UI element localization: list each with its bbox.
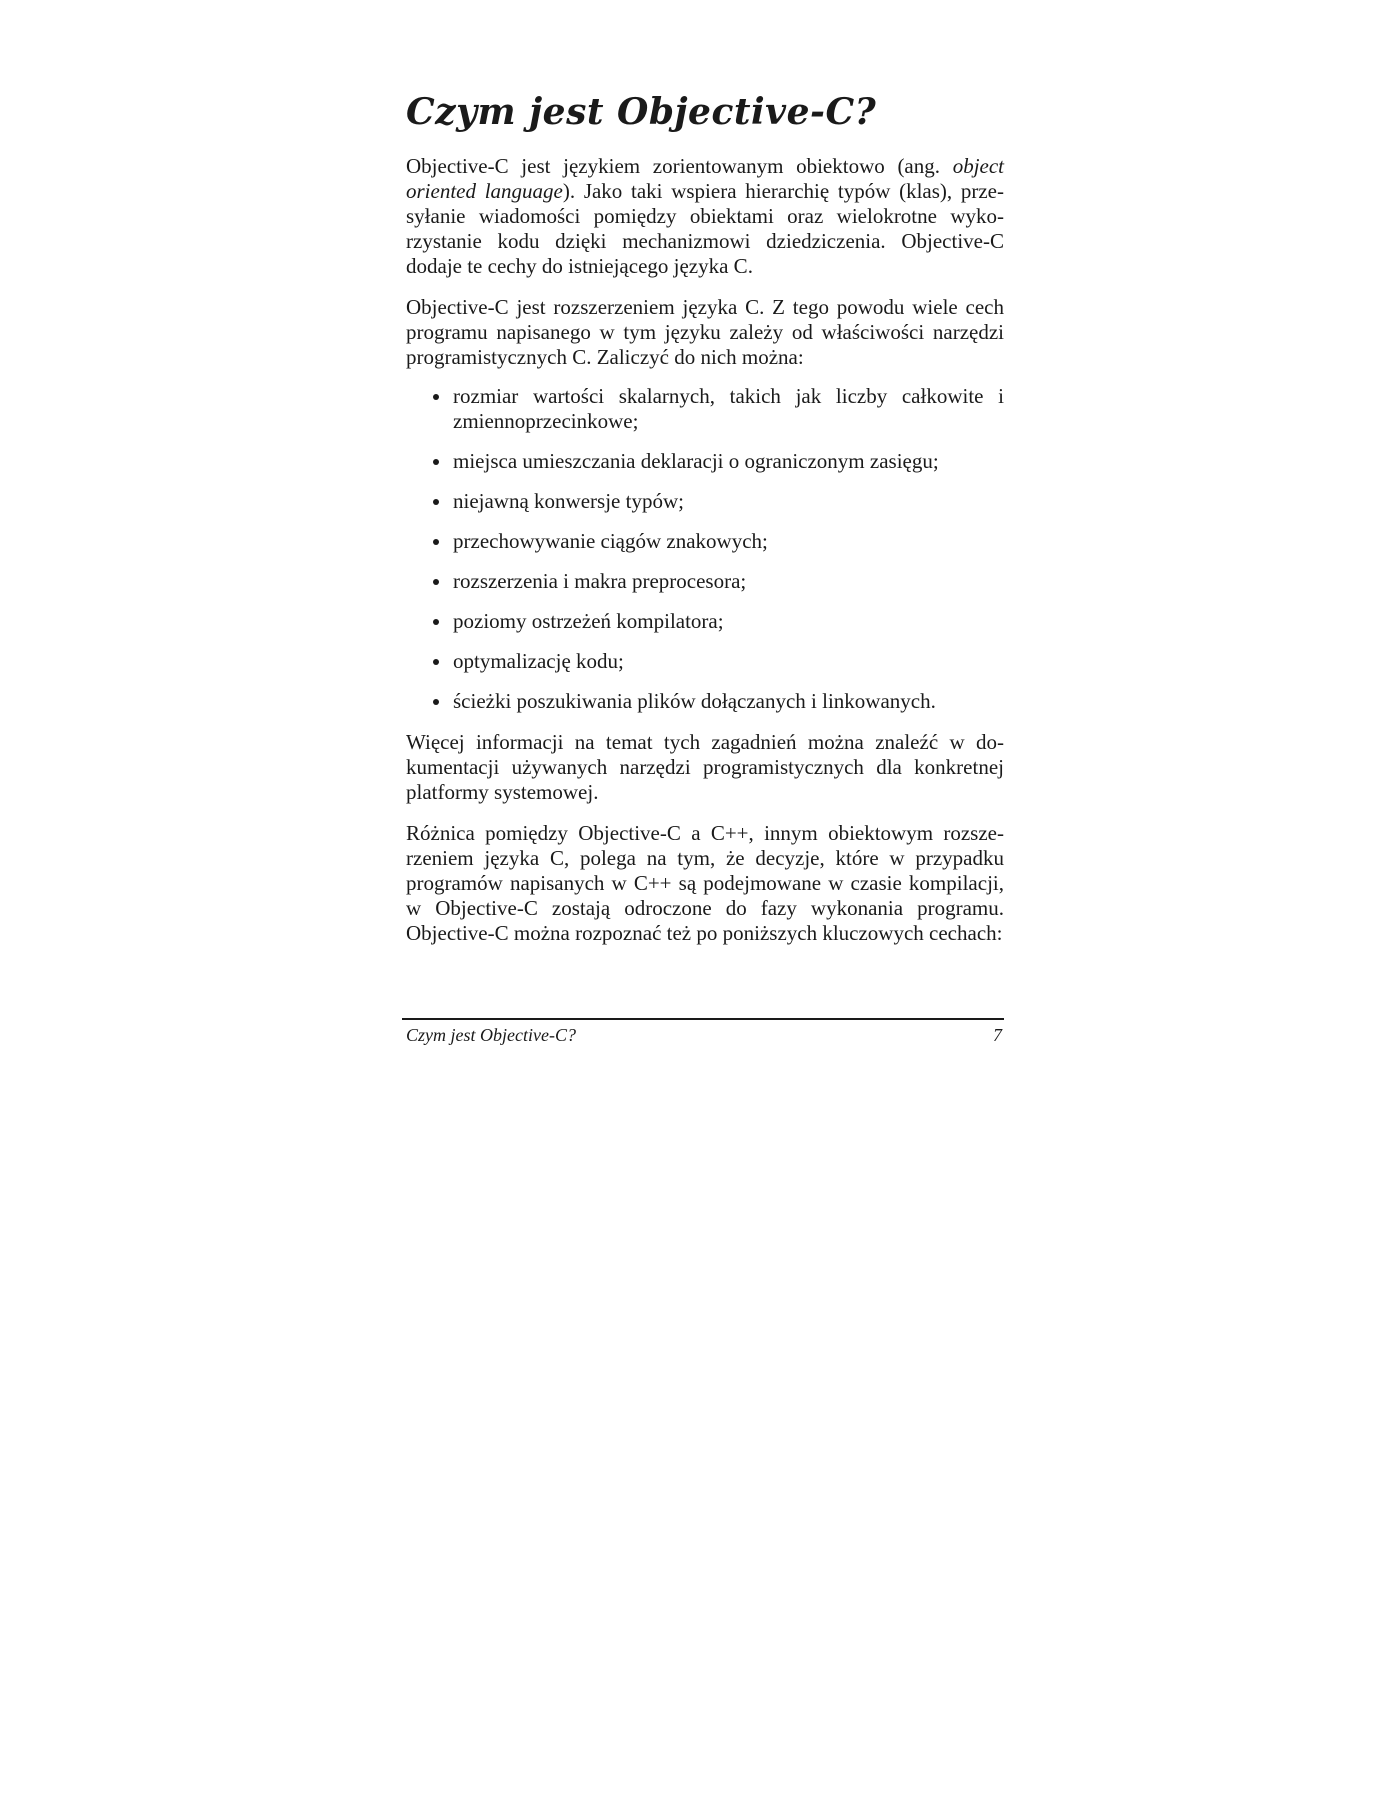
bullet-icon [433,659,439,665]
page-footer [402,1018,1004,1046]
list-item-text: rozszerzenia i makra preprocesora; [453,569,747,593]
footer-divider [402,1018,1004,1020]
footer-row [402,1024,1004,1046]
list-item [430,689,1004,714]
page-number: 7 [993,1025,1002,1045]
paragraph-more-info: Więcej informacji na temat tych zagadnień można znaleźć w dokumentacji używanych narzędzi programistycznych dla konkretnej platformy systemowej. [406,730,1004,804]
bullet-icon [433,699,439,705]
list-item [430,529,1004,554]
list-item [430,569,1004,594]
bullet-icon [433,619,439,625]
page-content [406,88,1004,946]
list-item [430,384,1004,434]
feature-list [406,384,1004,714]
intro-paragraph [406,154,1004,279]
paragraph-cpp-difference: Różnica pomiędzy Objective-C a C++, innym obiektowym rozszerzeniem języka C, polega na tym, że decyzje, które w przypadku programów napisanych w C++ są podejmowane w czasie kompilacji, w Objective-C zostają odroczone do fazy wykonania programu. Objective-C można rozpoznać też po poniższych kluczowych cechach: [406,821,1004,945]
bullet-icon [433,499,439,505]
list-item-text: optymalizację kodu; [453,649,624,673]
list-item-text: niejawną konwersje typów; [453,489,684,513]
bullet-icon [433,539,439,545]
list-item-text: przechowywanie ciągów znakowych; [453,529,768,553]
list-item-text: rozmiar wartości skalarnych, takich jak liczby całkowite i zmiennoprzecinkowe; [453,384,1004,433]
running-title: Czym jest Objective-C? [406,1025,576,1045]
bullet-icon [433,579,439,585]
list-item-text: poziomy ostrzeżeń kompilatora; [453,609,724,633]
list-item [430,649,1004,674]
list-item [430,449,1004,474]
list-item [430,609,1004,634]
list-item-text: ścieżki poszukiwania plików dołączanych i linkowanych. [453,689,936,713]
page-title: Czym jest Objective-C? [406,91,877,133]
intro-text-end: ). Jako taki wspiera hierarchię typów (klas), przesyłanie wiadomości pomiędzy obiektami oraz wielokrotne wykorzystanie kodu dzięki mechanizmowi dziedziczenia. Objective-C dodaje te cechy do istniejącego języka C. [406,179,1005,278]
intro-text-start: Objective-C jest językiem zorientowanym obiektowo (ang. [406,154,953,178]
list-item-text: miejsca umieszczania deklaracji o ograniczonym zasięgu; [453,449,939,473]
bullet-icon [433,394,439,400]
bullet-icon [433,459,439,465]
paragraph-extension: Objective-C jest rozszerzeniem języka C. Z tego powodu wiele cech programu napisanego w tym języku zależy od właściwości narzędzi programistycznych C. Zaliczyć do nich można: [406,295,1004,369]
list-item [430,489,1004,514]
intro-italic-term: object oriented language [406,154,1004,203]
